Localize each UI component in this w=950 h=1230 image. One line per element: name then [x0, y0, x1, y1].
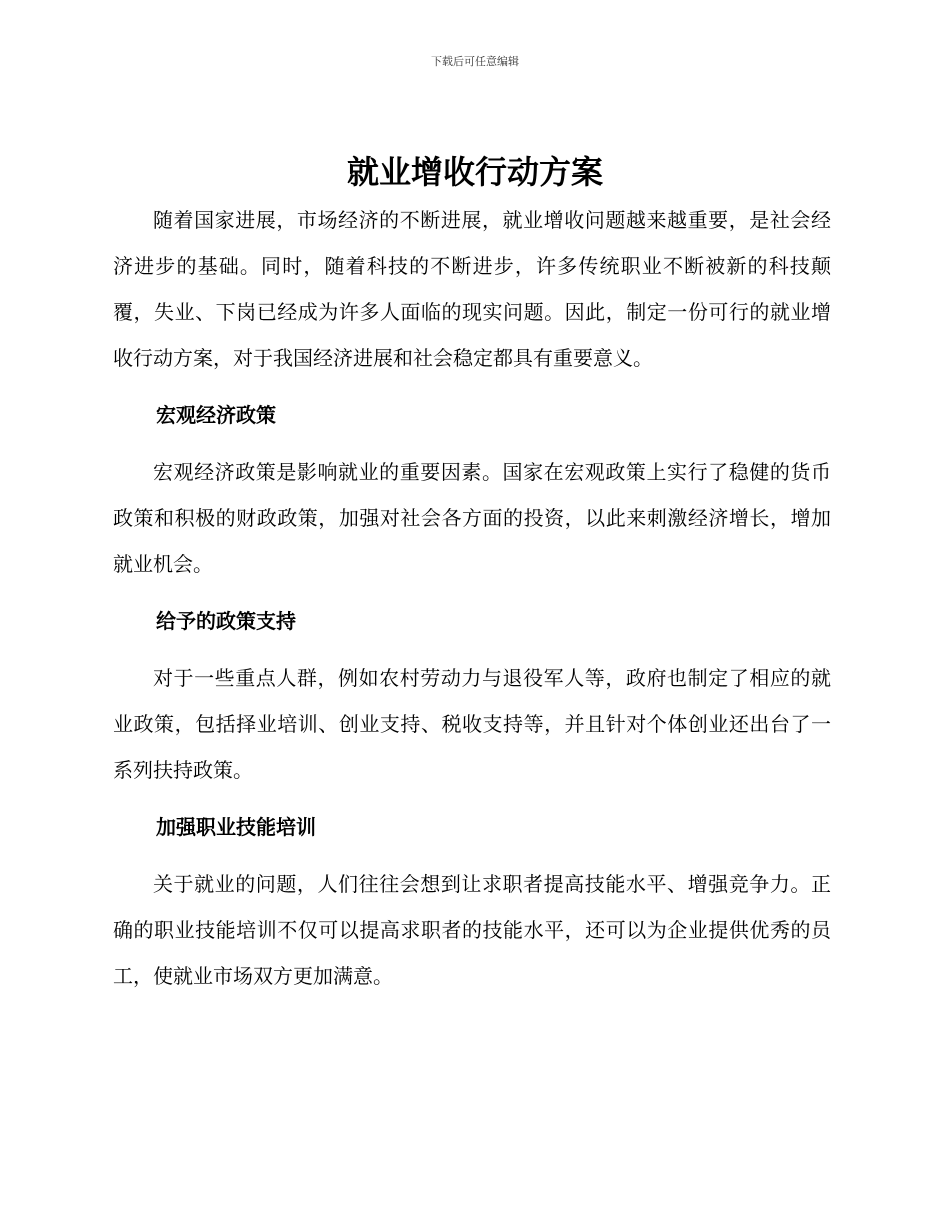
- section-heading-policy-support: 给予的政策支持: [156, 609, 296, 633]
- section-paragraph-skills-training: 关于就业的问题，人们往往会想到让求职者提高技能水平、增强竞争力。正确的职业技能培训不仅可以提高求职者的技能水平，还可以为企业提供优秀的员工，使就业市场双方更加满意。: [113, 872, 831, 988]
- document-title: 就业增收行动方案: [346, 153, 603, 191]
- section-paragraph-policy-support: 对于一些重点人群，例如农村劳动力与退役军人等，政府也制定了相应的就业政策，包括择业培训、创业支持、税收支持等，并且针对个体创业还出台了一系列扶持政策。: [113, 666, 831, 782]
- header-note: 下载后可任意编辑: [431, 55, 519, 68]
- intro-paragraph: 随着国家进展，市场经济的不断进展，就业增收问题越来越重要，是社会经济进步的基础。同时，随着科技的不断进步，许多传统职业不断被新的科技颠覆，失业、下岗已经成为许多人面临的现实问题。因此，制定一份可行的就业增收行动方案，对于我国经济进展和社会稳定都具有重要意义。: [113, 208, 831, 370]
- section-paragraph-macro-policy: 宏观经济政策是影响就业的重要因素。国家在宏观政策上实行了稳健的货币政策和积极的财政政策，加强对社会各方面的投资，以此来刺激经济增长，增加就业机会。: [113, 460, 831, 576]
- document-body: [113, 197, 831, 999]
- section-heading-skills-training: 加强职业技能培训: [156, 815, 316, 839]
- section-heading-macro-policy: 宏观经济政策: [156, 403, 276, 427]
